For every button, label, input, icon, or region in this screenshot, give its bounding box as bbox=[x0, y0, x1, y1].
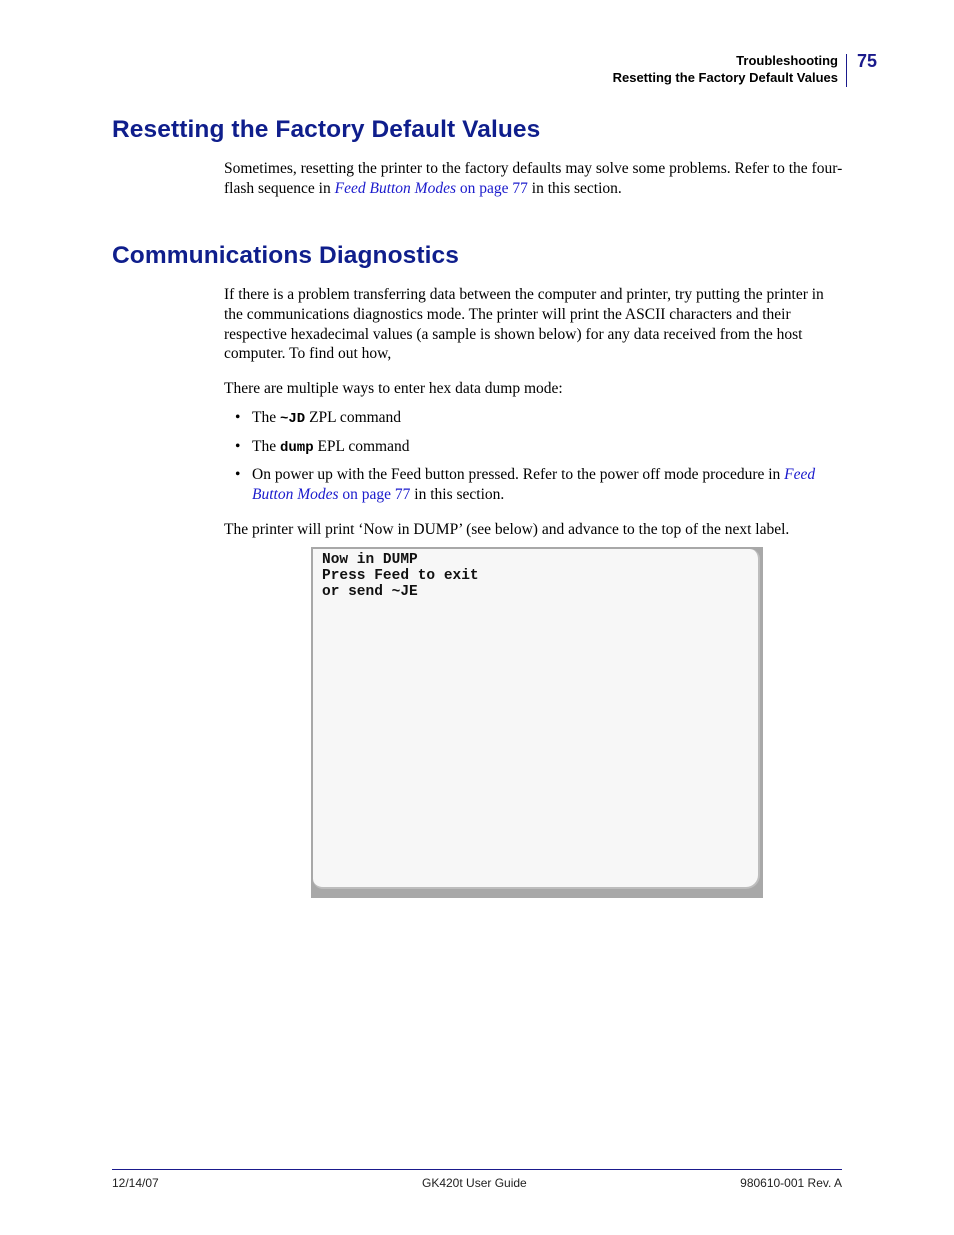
reset-text: Sometimes, resetting the printer to the factory defaults may solve some problems. Refer to the four-flash sequence in bbox=[224, 160, 843, 197]
label-paper bbox=[313, 549, 760, 889]
reset-text-end: in this section. bbox=[527, 179, 622, 197]
bullet-text: The bbox=[252, 409, 280, 426]
list-item bbox=[224, 437, 844, 459]
label-printout bbox=[322, 552, 479, 600]
bullet-text: On power up with the Feed button pressed. Refer to the power off mode procedure in bbox=[252, 466, 785, 483]
dump-label-photo bbox=[311, 547, 763, 898]
feed-button-modes-link[interactable]: Feed Button Modes bbox=[334, 179, 457, 197]
code-dump: dump bbox=[279, 440, 314, 456]
diagnostics-paragraph: If there is a problem transferring data between the computer and printer, try putting the printer in the communications diagnostics mode. The printer will print the ASCII characters and their respective hexadecimal values (a sample is shown below) for any data received from the host computer. To find out how, bbox=[224, 286, 824, 363]
bullet-text-end: EPL command bbox=[313, 438, 410, 455]
dump-modes-intro: There are multiple ways to enter hex data dump mode: bbox=[224, 380, 563, 397]
page-number: 75 bbox=[857, 51, 878, 71]
footer-part-number: 980610-001 Rev. A bbox=[740, 1176, 842, 1190]
bullet-icon: • bbox=[235, 438, 241, 455]
page-77-link[interactable]: on page 77 bbox=[456, 179, 528, 197]
bullet-text-end: in this section. bbox=[410, 485, 505, 503]
footer-date: 12/14/07 bbox=[112, 1176, 159, 1190]
section-title-diagnostics: Communications Diagnostics bbox=[112, 242, 460, 269]
label-line-1: Now in DUMP bbox=[322, 552, 418, 568]
dump-print-paragraph: The printer will print ‘Now in DUMP’ (see below) and advance to the top of the next label. bbox=[224, 521, 790, 538]
bullet-list-3 bbox=[224, 465, 844, 505]
header-section: Troubleshooting bbox=[736, 53, 838, 68]
bullet-text: The bbox=[252, 438, 280, 455]
section-title-reset: Resetting the Factory Default Values bbox=[112, 116, 541, 143]
feed-button-modes-link-2[interactable]: Feed Button Modes bbox=[252, 466, 816, 503]
bullet-icon: • bbox=[235, 466, 241, 483]
reset-paragraph bbox=[224, 159, 844, 199]
header-subsection: Resetting the Factory Default Values bbox=[612, 70, 838, 85]
list-item bbox=[224, 465, 844, 505]
page-77-link-2[interactable]: on page 77 bbox=[338, 485, 411, 503]
header-divider bbox=[846, 54, 847, 87]
bullet-text-end: ZPL command bbox=[305, 409, 402, 426]
label-line-3: or send ~JE bbox=[322, 584, 418, 600]
footer-guide-title: GK420t User Guide bbox=[422, 1176, 527, 1190]
label-line-2: Press Feed to exit bbox=[322, 568, 479, 584]
bullet-icon: • bbox=[235, 409, 241, 426]
footer-divider bbox=[112, 1169, 842, 1170]
running-header bbox=[613, 52, 838, 86]
bullet-list-2 bbox=[224, 437, 844, 459]
list-item bbox=[224, 408, 844, 430]
code-jd: ~JD bbox=[279, 411, 306, 427]
bullet-list-1 bbox=[224, 408, 844, 430]
